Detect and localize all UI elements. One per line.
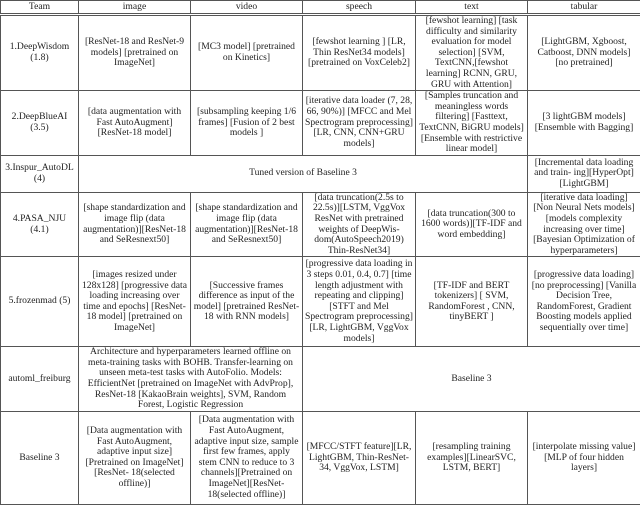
table-row xyxy=(1,91,640,156)
image-cell: [ResNet-18 and ResNet-9 models] [pretrained on ImageNet] xyxy=(79,15,191,91)
video-cell: [Data augmentation with Fast AutoAugment, adaptive input size, sample first few frames, apply stem CNN to reduce to 3 channels][Pretrained on ImageNet][ResNet- 18(selected offline)] xyxy=(191,411,303,504)
text-cell: [Samples truncation and meaningless words filtering] [Fasttext, TextCNN, BiGRU models] [Ensemble with restrictive linear model] xyxy=(416,91,528,156)
team-cell: Baseline 3 xyxy=(1,411,79,504)
table-row xyxy=(1,411,640,504)
header-video: video xyxy=(191,1,303,15)
image-video-cell: Architecture and hyperparameters learned offline on meta-training tasks with BOHB. Transfer-learning on unseen meta-test tasks with AutoFolio. Models: EfficientNet [pretrained on ImageNet with AdvProp], ResNet-18 [KakaoBrain weights], SVM, Random Forest, Logistic Regression xyxy=(79,347,303,412)
header-speech: speech xyxy=(303,1,416,15)
video-cell: [MC3 model] [pretrained on Kinetics] xyxy=(191,15,303,91)
merged-cell: Baseline 3 xyxy=(303,347,640,412)
team-cell: 5.frozenmad (5) xyxy=(1,257,79,347)
header-text: text xyxy=(416,1,528,15)
tabular-cell: [progressive data loading] [no preprocessing] [Vanilla Decision Tree, RandomForest, Gradient Boosting models applied sequentially over time] xyxy=(528,257,640,347)
tabular-cell: [LightGBM, Xgboost, Catboost, DNN models] [no pretrained] xyxy=(528,15,640,91)
speech-cell: [MFCC/STFT feature][LR, LightGBM, Thin-ResNet-34, VggVox, LSTM] xyxy=(303,411,416,504)
tabular-cell: [iterative data loading] [Non Neural Nets models] [models complexity increasing over time] [Bayesian Optimization of hyperparameters] xyxy=(528,192,640,257)
text-cell: [fewshot learning] [task difficulty and similarity evaluation for model selection] [SVM, TextCNN,[fewshot learning] RCNN, GRU, GRU with Attention] xyxy=(416,15,528,91)
team-cell: 4.PASA_NJU (4.1) xyxy=(1,192,79,257)
table-row xyxy=(1,192,640,257)
team-cell: 1.DeepWisdom (1.8) xyxy=(1,15,79,91)
table-row xyxy=(1,347,640,412)
table-row xyxy=(1,15,640,91)
speech-cell: [data truncation(2.5s to 22.5s)][LSTM, VggVox ResNet with pretrained weights of DeepWis- dom(AutoSpeech2019) Thin-ResNet34] xyxy=(303,192,416,257)
merged-cell: Tuned version of Baseline 3 xyxy=(79,155,528,192)
tabular-cell: [3 lightGBM models] [Ensemble with Bagging] xyxy=(528,91,640,156)
text-cell: [data truncation(300 to 1600 words)][TF-IDF and word embedding] xyxy=(416,192,528,257)
text-cell: [resampling training examples][LinearSVC, LSTM, BERT] xyxy=(416,411,528,504)
header-row xyxy=(1,1,640,15)
video-cell: [shape standardization and image flip (data augmentation)][ResNet-18 and SeResnext50] xyxy=(191,192,303,257)
image-cell: [data augmentation with Fast AutoAugment] [ResNet-18 model] xyxy=(79,91,191,156)
speech-cell: [progressive data loading in 3 steps 0.01, 0.4, 0.7] [time length adjustment with repeating and clipping] [STFT and Mel Spectrogram preprocessing] [LR, LightGBM, VggVox models] xyxy=(303,257,416,347)
tabular-cell: [interpolate missing value][MLP of four hidden layers] xyxy=(528,411,640,504)
table-row xyxy=(1,155,640,192)
header-image: image xyxy=(79,1,191,15)
table-row xyxy=(1,257,640,347)
speech-cell: [iterative data loader (7, 28, 66, 90%)] [MFCC and Mel Spectrogram preprocessing] [LR, CNN, CNN+GRU models] xyxy=(303,91,416,156)
header-tabular: tabular xyxy=(528,1,640,15)
image-cell: [shape standardization and image flip (data augmentation)][ResNet-18 and SeResnext50] xyxy=(79,192,191,257)
team-cell: 3.Inspur_AutoDL (4) xyxy=(1,155,79,192)
video-cell: [subsampling keeping 1/6 frames] [Fusion of 2 best models ] xyxy=(191,91,303,156)
tabular-cell: [Incremental data loading and train- ing][HyperOpt][LightGBM] xyxy=(528,155,640,192)
image-cell: [images resized under 128x128] [progressive data loading increasing over time and epochs] [ResNet-18 model] [pretrained on ImageNet] xyxy=(79,257,191,347)
header-team: Team xyxy=(1,1,79,15)
image-cell: [Data augmentation with Fast AutoAugment, adaptive input size][Pretrained on ImageNet][ResNet- 18(selected offline)] xyxy=(79,411,191,504)
video-cell: [Successive frames difference as input of the model] [pretrained ResNet-18 with RNN models] xyxy=(191,257,303,347)
team-cell: 2.DeepBlueAI (3.5) xyxy=(1,91,79,156)
speech-cell: [fewshot learning ] [LR, Thin ResNet34 models] [pretrained on VoxCeleb2] xyxy=(303,15,416,91)
text-cell: [TF-IDF and BERT tokenizers] [ SVM, RandomForest , CNN, tinyBERT ] xyxy=(416,257,528,347)
team-cell: automl_freiburg xyxy=(1,347,79,412)
